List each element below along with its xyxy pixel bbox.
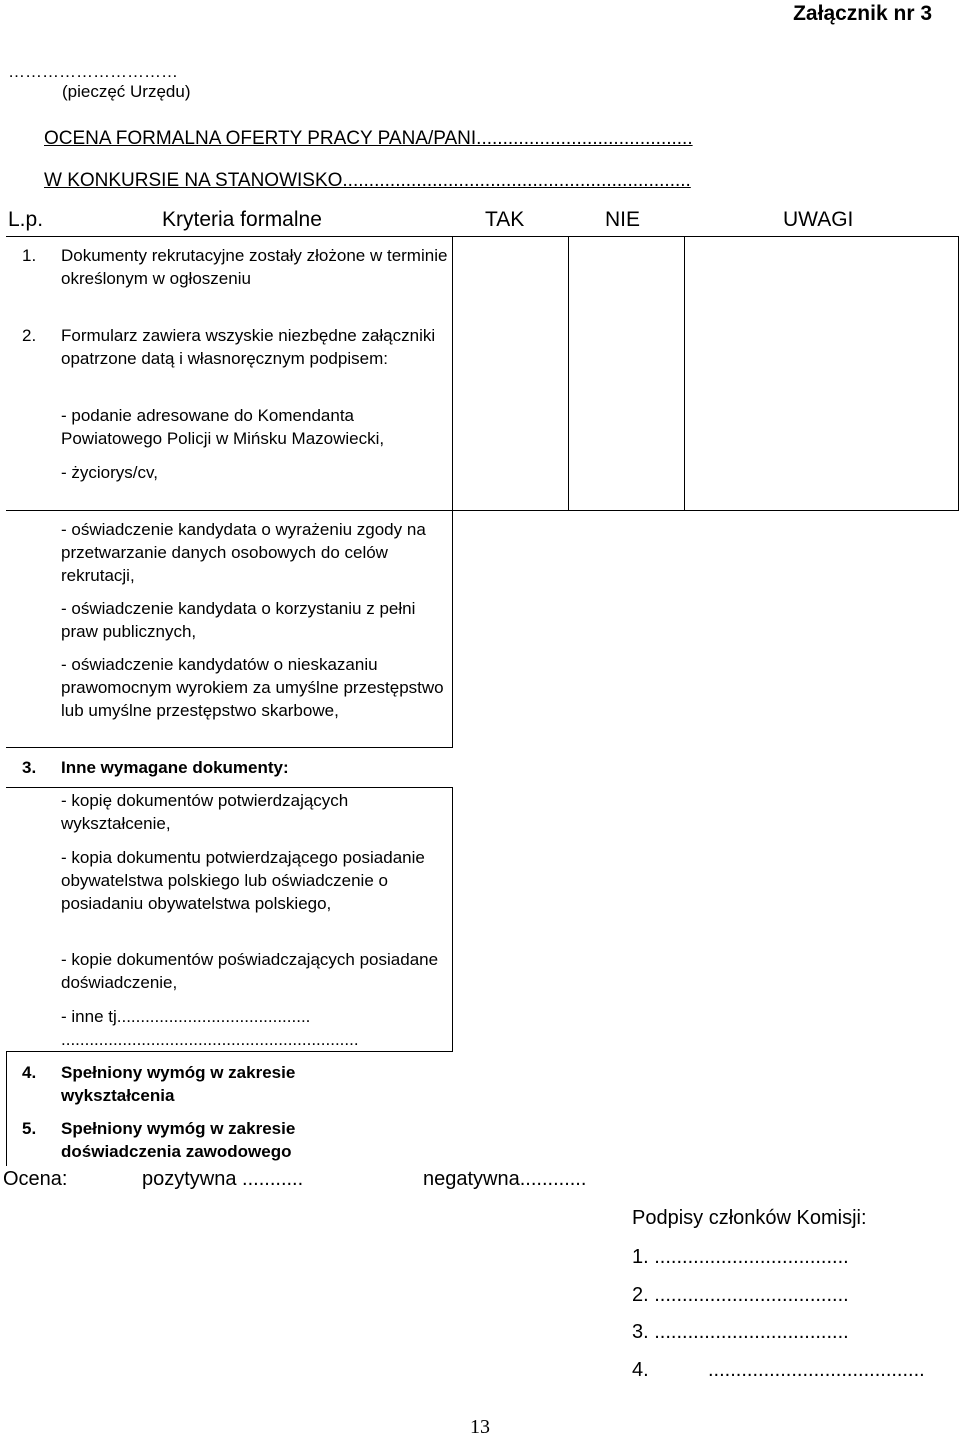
- row2-item-application: - podanie adresowane do Komendanta Powiatowego Policji w Mińsku Mazowiecki,: [61, 406, 385, 448]
- row2-item-consent: - oświadczenie kandydata o wyrażeniu zgody na przetwarzanie danych osobowych do celów rekrutacji,: [61, 520, 426, 585]
- row3-item-citizenship: - kopia dokumentu potwierdzającego posiadanie obywatelstwa polskiego lub oświadczenie o posiadaniu obywatelstwa polskiego,: [61, 848, 425, 913]
- rating-label: Ocena:: [3, 1168, 68, 1190]
- document-title: OCENA FORMALNA OFERTY PRACY PANA/PANI.........................................: [44, 128, 693, 149]
- signatures-title: Podpisy członków Komisji:: [632, 1207, 867, 1229]
- row3-item-other: - inne tj.........................................: [61, 1007, 311, 1026]
- signature-line-1: 1. ...................................: [632, 1246, 849, 1268]
- row3-number: 3.: [22, 758, 37, 777]
- rating-positive: pozytywna ...........: [142, 1168, 304, 1190]
- page-number: 13: [470, 1416, 490, 1438]
- col-header-criteria: Kryteria formalne: [162, 208, 322, 231]
- row1-number: 1.: [22, 246, 37, 265]
- row3-item-other-continued: ...............................................................: [61, 1030, 359, 1049]
- signature-line-4-dots: .......................................: [708, 1359, 925, 1381]
- row4-number: 4.: [22, 1063, 37, 1082]
- row3-item-experience-docs: - kopie dokumentów poświadczających posiadane doświadczenie,: [61, 950, 439, 992]
- stamp-dots: …………………………: [8, 62, 178, 81]
- row4-criterion: Spełniony wymóg w zakresie wykształcenia: [61, 1063, 296, 1105]
- signature-line-2: 2. ...................................: [632, 1284, 849, 1306]
- col-header-nie: NIE: [605, 208, 641, 231]
- row3-item-education-docs: - kopię dokumentów potwierdzających wykształcenie,: [61, 791, 349, 833]
- rating-negative: negatywna............: [423, 1168, 587, 1190]
- signature-line-3: 3. ...................................: [632, 1321, 849, 1343]
- col-header-tak: TAK: [485, 208, 525, 231]
- row2-item-public-rights: - oświadczenie kandydata o korzystaniu z pełni praw publicznych,: [61, 599, 416, 641]
- row2-criterion: Formularz zawiera wszyskie niezbędne załączniki opatrzone datą i własnoręcznym podpisem:: [61, 326, 436, 368]
- row3-criterion: Inne wymagane dokumenty:: [61, 758, 289, 777]
- row2-number: 2.: [22, 326, 37, 345]
- signature-line-4-number: 4.: [632, 1359, 649, 1381]
- row5-criterion: Spełniony wymóg w zakresie doświadczenia zawodowego: [61, 1119, 296, 1161]
- row1-criterion: Dokumenty rekrutacyjne zostały złożone w terminie określonym w ogłoszeniu: [61, 246, 448, 288]
- document-subtitle: W KONKURSIE NA STANOWISKO..................................................................: [44, 170, 691, 191]
- row2-item-cv: - życiorys/cv,: [61, 463, 158, 482]
- row5-number: 5.: [22, 1119, 37, 1138]
- stamp-label: (pieczęć Urzędu): [62, 82, 191, 101]
- col-header-lp: L.p.: [8, 208, 44, 231]
- attachment-label: Załącznik nr 3: [793, 2, 932, 25]
- row2-item-no-conviction: - oświadczenie kandydatów o nieskazaniu prawomocnym wyrokiem za umyślne przestępstwo lub umyślne przestępstwo skarbowe,: [61, 655, 444, 720]
- col-header-uwagi: UWAGI: [783, 208, 854, 231]
